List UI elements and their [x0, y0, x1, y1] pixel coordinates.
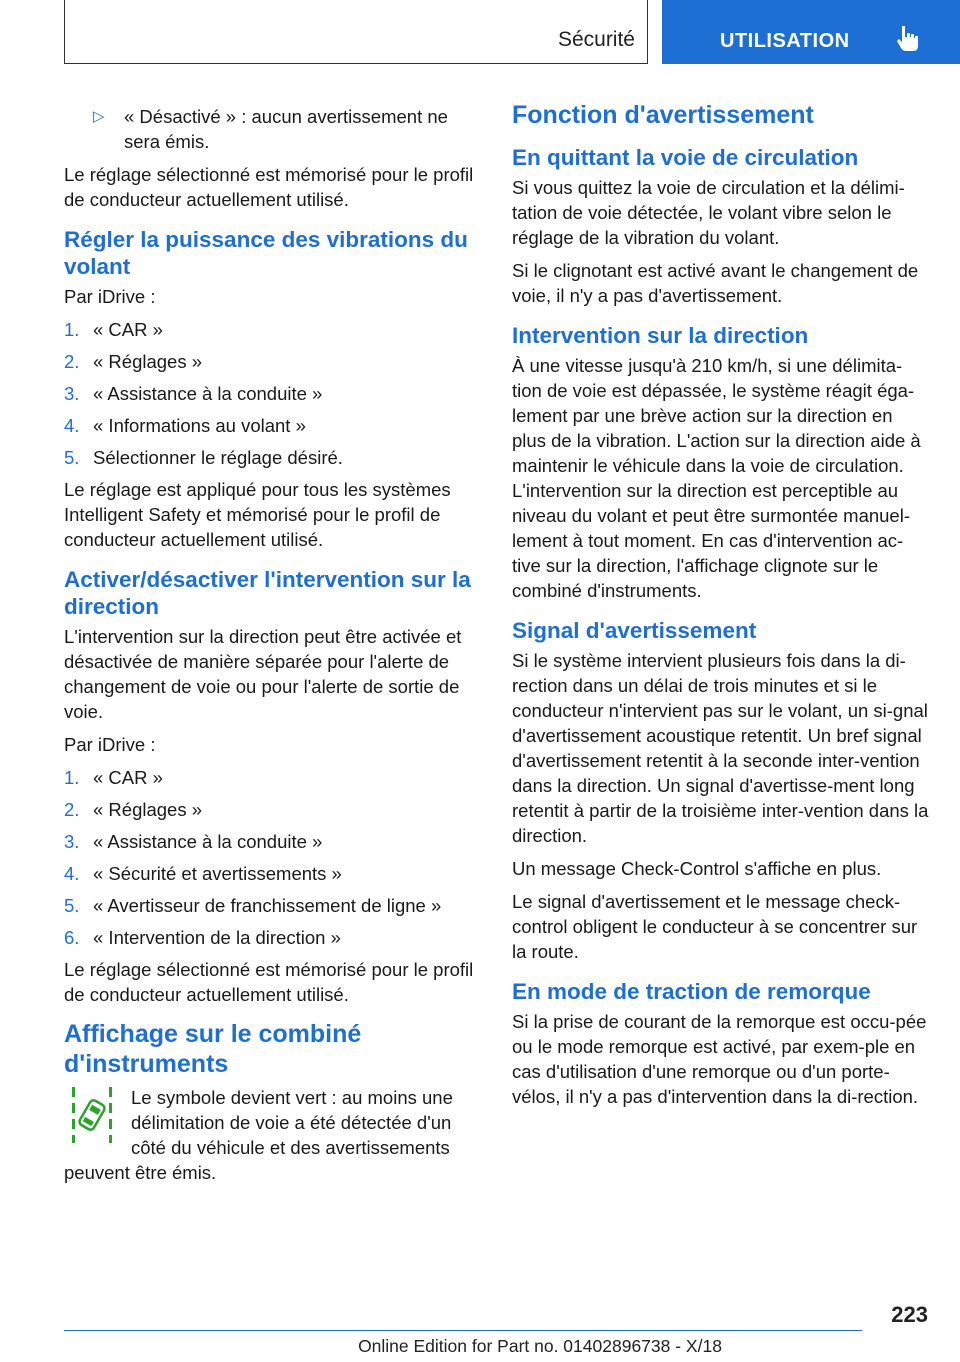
page-number: 223 [891, 1302, 928, 1327]
list-item: 6. « Intervention de la direction » [64, 927, 341, 948]
list-item: 4. « Sécurité et avertissements » [64, 863, 342, 884]
paragraph: À une vitesse jusqu'à 210 km/h, si une délimita-tion de voie est dépassée, le système réagit éga-lement par une brève action sur la direction en plus de la vibration. L'action sur la direction aide à maintenir le véhicule dans la voie de circulation. L'intervention sur la direction est perceptible au niveau du volant et peut être surmontée manuel-lement à tout moment. En cas d'intervention ac-tive sur la direction, l'affichage clignote sur le combiné d'instruments. [512, 355, 921, 601]
pointing-hand-icon [896, 24, 920, 52]
paragraph: Si le système intervient plusieurs fois dans la di-rection dans un délai de trois minutes et si le conducteur n'intervient pas sur le volant, un si-gnal d'avertissement acoustique retentit. Un bref signal d'avertissement retentit à la seconde inter-vention dans la direction. Un signal d'avertisse-ment long retentit à partir de la troisième inter-vention dans la direction. [512, 650, 929, 846]
right-column [512, 100, 930, 1117]
list-item: 4. « Informations au volant » [64, 415, 306, 436]
paragraph: Si le clignotant est activé avant le changement de voie, il n'y a pas d'avertissement. [512, 260, 919, 306]
paragraph: Si vous quittez la voie de circulation et la délimi-tation de voie détectée, le volant vibre selon le réglage de la vibration du volant. [512, 177, 905, 248]
list-item: 1. « CAR » [64, 767, 163, 788]
heading-fonction: Fonction d'avertissement [512, 101, 814, 129]
paragraph: Le réglage est appliqué pour tous les systèmes Intelligent Safety et mémorisé pour le profil de conducteur actuellement utilisé. [64, 479, 451, 550]
left-column [64, 100, 482, 1185]
paragraph: Le réglage sélectionné est mémorisé pour le profil de conducteur actuellement utilisé. [64, 164, 474, 210]
paragraph: Si la prise de courant de la remorque est occu-pée ou le mode remorque est activé, par exem-ple en cas d'utilisation d'une remorque ou d'un porte-vélos, il n'y a pas d'intervention dans la di-rection. [512, 1011, 927, 1107]
list-item: 5. « Avertisseur de franchissement de ligne » [64, 895, 442, 916]
symbol-description [64, 1085, 482, 1185]
paragraph-par-idrive: Par iDrive : [64, 734, 156, 755]
paragraph-par-idrive: Par iDrive : [64, 286, 156, 307]
bullet-item [64, 104, 482, 154]
paragraph: Le signal d'avertissement et le message check-control obligent le conducteur à se concentrer sur la route. [512, 891, 918, 962]
list-item: 5. Sélectionner le réglage désiré. [64, 447, 343, 468]
header-chapter-tab [662, 0, 960, 64]
paragraph: Le réglage sélectionné est mémorisé pour le profil de conducteur actuellement utilisé. [64, 959, 474, 1005]
list-item: 2. « Réglages » [64, 351, 203, 372]
steps-list-intervention [64, 765, 482, 950]
symbol-text: Le symbole devient vert : au moins une délimitation de voie a été détectée d'un côté du véhicule et des avertissements [131, 1087, 453, 1158]
footer-edition: Online Edition for Part no. 01402896738 - X/18 [358, 1336, 722, 1356]
heading-activer-intervention: Activer/désactiver l'intervention sur la direction [64, 567, 471, 619]
heading-quittant: En quittant la voie de circulation [512, 145, 859, 170]
header-section-box [64, 0, 648, 64]
chapter-title: UTILISATION [720, 30, 850, 52]
steps-list-vibrations [64, 317, 482, 470]
bullet-text: « Désactivé » : aucun avertissement ne sera émis. [124, 106, 448, 152]
paragraph: Un message Check-Control s'affiche en plus. [512, 858, 882, 879]
footer-divider [64, 1330, 862, 1331]
heading-affichage: Affichage sur le combiné d'instruments [64, 1020, 362, 1078]
heading-intervention: Intervention sur la direction [512, 323, 809, 348]
triangle-bullet-icon: ▷ [93, 108, 105, 125]
heading-signal: Signal d'avertissement [512, 618, 757, 643]
heading-vibrations: Régler la puissance des vibrations du volant [64, 227, 468, 279]
list-item: 3. « Assistance à la conduite » [64, 831, 323, 852]
list-item: 3. « Assistance à la conduite » [64, 383, 323, 404]
list-item: 1. « CAR » [64, 319, 163, 340]
symbol-text-tail: peuvent être émis. [64, 1162, 217, 1183]
heading-remorque: En mode de traction de remorque [512, 979, 871, 1004]
list-item: 2. « Réglages » [64, 799, 203, 820]
paragraph: L'intervention sur la direction peut être activée et désactivée de manière séparée pour l'alerte de changement de voie ou pour l'alerte de sortie de voie. [64, 626, 462, 722]
section-title: Sécurité [557, 28, 635, 51]
lane-departure-icon [72, 1085, 112, 1143]
